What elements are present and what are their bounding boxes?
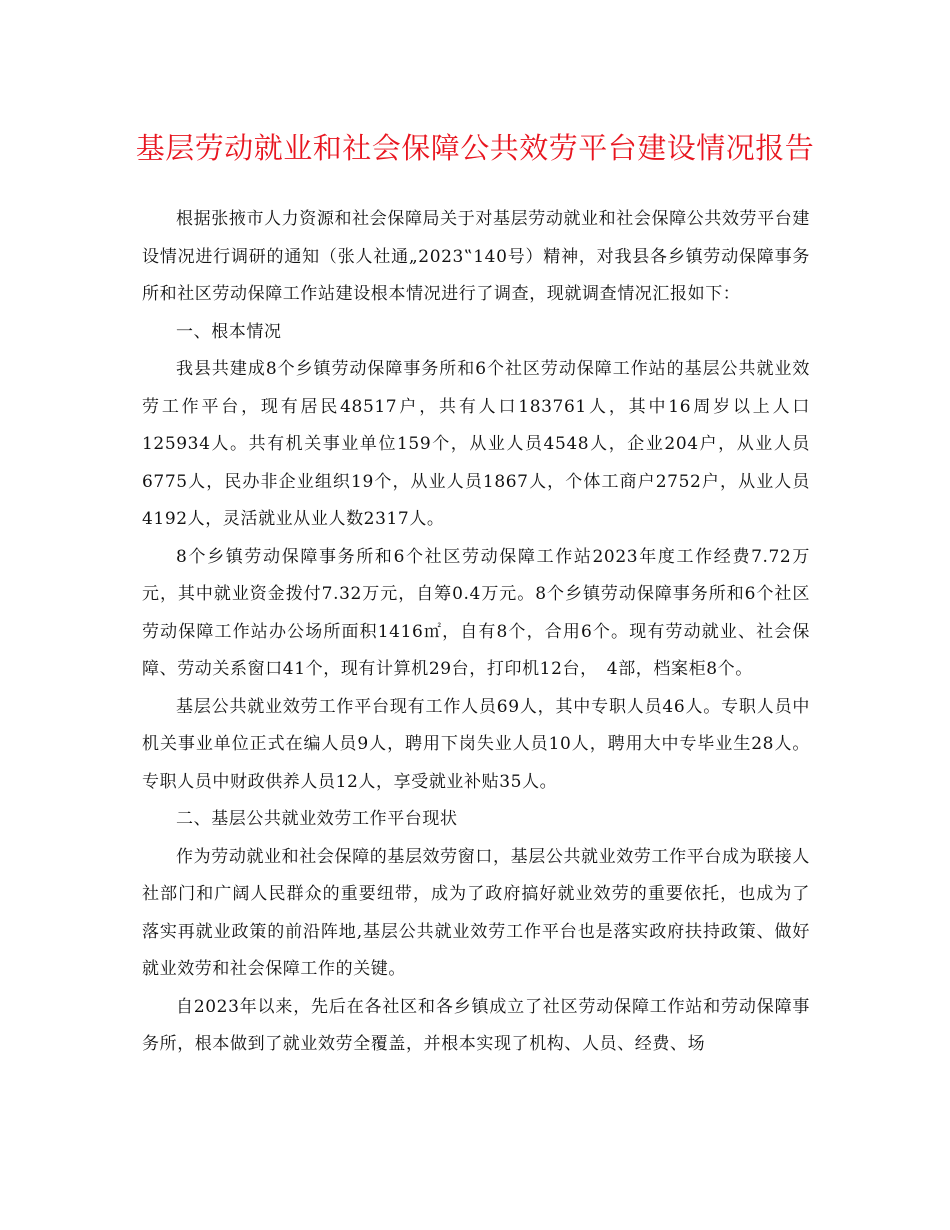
section-1-paragraph-1: 我县共建成8个乡镇劳动保障事务所和6个社区劳动保障工作站的基层公共就业效劳工作平台，现有居民48517户，共有人口183761人，其中16周岁以上人口125934人。共有机关事业单位159个，从业人员4548人，企业204户，从业人员6775人，民办非企业组织19个，从业人员1867人，个体工商户2752户，从业人员4192人，灵活就业从业人数2317人。	[142, 359, 810, 529]
document-body	[142, 201, 810, 1064]
intro-paragraph: 根据张掖市人力资源和社会保障局关于对基层劳动就业和社会保障公共效劳平台建设情况进行调研的通知（张人社通„2023‟140号）精神，对我县各乡镇劳动保障事务所和社区劳动保障工作站建设根本情况进行了调查，现就调查情况汇报如下：	[142, 209, 810, 304]
document-title: 基层劳动就业和社会保障公共效劳平台建设情况报告	[135, 131, 815, 165]
section-2-heading: 二、基层公共就业效劳工作平台现状	[176, 809, 458, 829]
section-1-paragraph-3: 基层公共就业效劳工作平台现有工作人员69人，其中专职人员46人。专职人员中机关事业单位正式在编人员9人，聘用下岗失业人员10人，聘用大中专毕业生28人。专职人员中财政供养人员12人，享受就业补贴35人。	[142, 696, 810, 792]
section-2-paragraph-2: 自2023年以来，先后在各社区和各乡镇成立了社区劳动保障工作站和劳动保障事务所，根本做到了就业效劳全覆盖，并根本实现了机构、人员、经费、场	[142, 996, 810, 1054]
section-1-heading: 一、根本情况	[176, 321, 282, 342]
section-2-paragraph-1: 作为劳动就业和社会保障的基层效劳窗口，基层公共就业效劳工作平台成为联接人社部门和广阔人民群众的重要纽带，成为了政府搞好就业效劳的重要依托，也成为了落实再就业政策的前沿阵地,基层公共就业效劳工作平台也是落实政府扶持政策、做好就业效劳和社会保障工作的关键。	[142, 846, 810, 979]
section-1-paragraph-2: 8个乡镇劳动保障事务所和6个社区劳动保障工作站2023年度工作经费7.72万元，其中就业资金拨付7.32万元，自筹0.4万元。8个乡镇劳动保障事务所和6个社区劳动保障工作站办公场所面积1416㎡，自有8个，合用6个。现有劳动就业、社会保障、劳动关系窗口41个，现有计算机29台，打印机12台， 4部，档案柜8个。	[142, 546, 810, 679]
